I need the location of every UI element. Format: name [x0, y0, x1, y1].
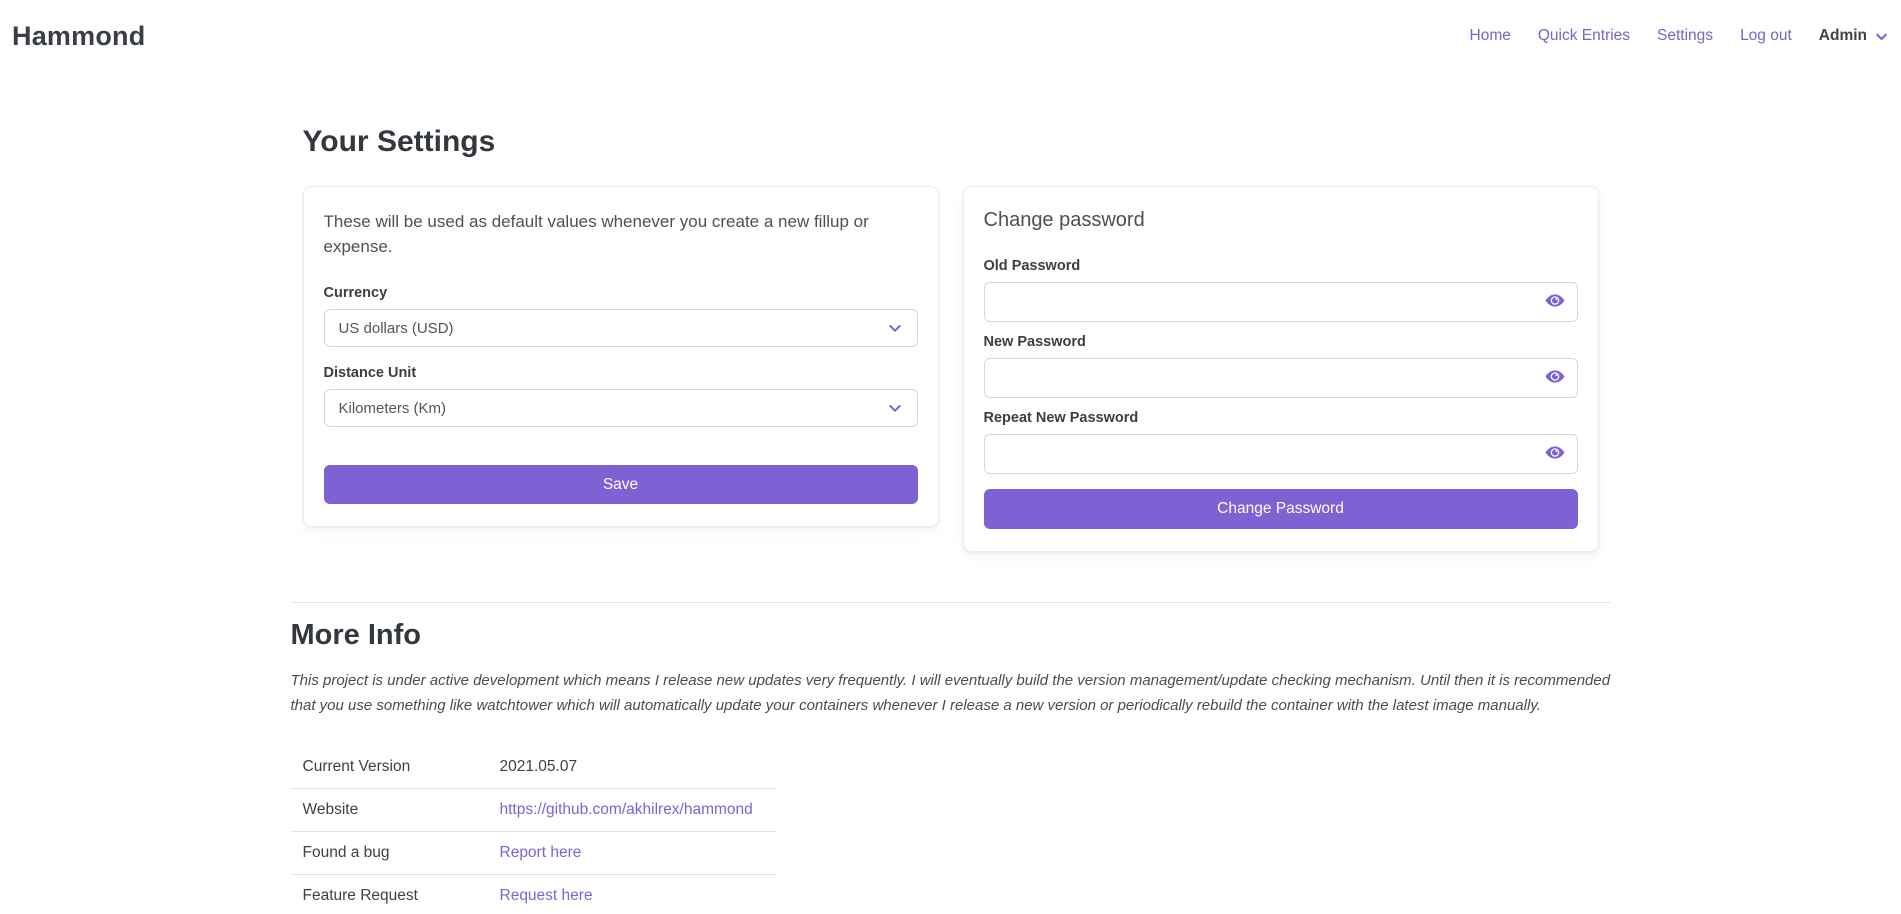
admin-menu-toggle[interactable] [1819, 27, 1889, 45]
eye-icon [1544, 366, 1566, 391]
table-row [291, 789, 776, 832]
brand-logo[interactable]: Hammond [12, 20, 146, 51]
nav-item-logout[interactable]: Log out [1740, 27, 1792, 44]
found-a-bug-label: Found a bug [291, 832, 488, 875]
development-note: This project is under active development which means I release new updates very frequently. I will eventually build the version management/update checking mechanism. Until then it is recommended that you use something like watchtower which will automatically update your containers whenever I release a new version or periodically rebuild the container with the latest image manually. [290, 672, 1611, 714]
more-info-section [291, 615, 1611, 914]
defaults-card [303, 186, 939, 527]
distance-unit-selected-value: Kilometers (Km) [338, 399, 447, 417]
chevron-down-icon [1874, 29, 1889, 44]
report-bug-link[interactable]: Report here [499, 844, 582, 861]
table-row [291, 746, 776, 789]
save-button[interactable]: Save [324, 465, 918, 504]
chevron-down-icon [887, 400, 903, 416]
defaults-intro-text: These will be used as default values whenever you create a new fillup or expense. [323, 212, 869, 256]
website-label: Website [291, 789, 488, 832]
currency-select[interactable] [324, 309, 918, 347]
table-row [291, 875, 776, 914]
toggle-repeat-password-visibility-button[interactable] [1544, 442, 1566, 467]
section-divider [291, 602, 1611, 603]
top-navbar [0, 0, 1901, 72]
table-row [291, 832, 776, 875]
current-version-value: 2021.05.07 [488, 746, 776, 789]
chevron-down-icon [887, 320, 903, 336]
page-title: Your Settings [302, 125, 496, 158]
current-version-label: Current Version [291, 746, 488, 789]
distance-unit-select[interactable] [324, 389, 918, 427]
main-nav [1470, 27, 1889, 45]
toggle-old-password-visibility-button[interactable] [1544, 290, 1566, 315]
old-password-label: Old Password [983, 258, 1081, 274]
new-password-input[interactable] [984, 358, 1578, 398]
change-password-title: Change password [983, 209, 1145, 231]
new-password-label: New Password [983, 334, 1086, 350]
eye-icon [1544, 290, 1566, 315]
distance-unit-label: Distance Unit [323, 365, 417, 381]
nav-item-settings[interactable]: Settings [1657, 27, 1714, 44]
change-password-card [963, 186, 1599, 552]
currency-selected-value: US dollars (USD) [338, 319, 454, 337]
old-password-input[interactable] [984, 282, 1578, 322]
nav-item-home[interactable]: Home [1469, 27, 1511, 44]
eye-icon [1544, 442, 1566, 467]
more-info-title: More Info [290, 619, 421, 651]
nav-item-quick-entries[interactable]: Quick Entries [1537, 27, 1631, 44]
repeat-new-password-label: Repeat New Password [983, 410, 1139, 426]
repeat-new-password-input[interactable] [984, 434, 1578, 474]
website-link[interactable]: https://github.com/akhilrex/hammond [499, 801, 753, 818]
change-password-button[interactable]: Change Password [984, 489, 1578, 529]
feature-request-label: Feature Request [291, 875, 488, 914]
toggle-new-password-visibility-button[interactable] [1544, 366, 1566, 391]
currency-label: Currency [323, 285, 388, 301]
admin-menu-label: Admin [1818, 27, 1867, 44]
info-table [291, 746, 776, 914]
feature-request-link[interactable]: Request here [499, 887, 593, 904]
